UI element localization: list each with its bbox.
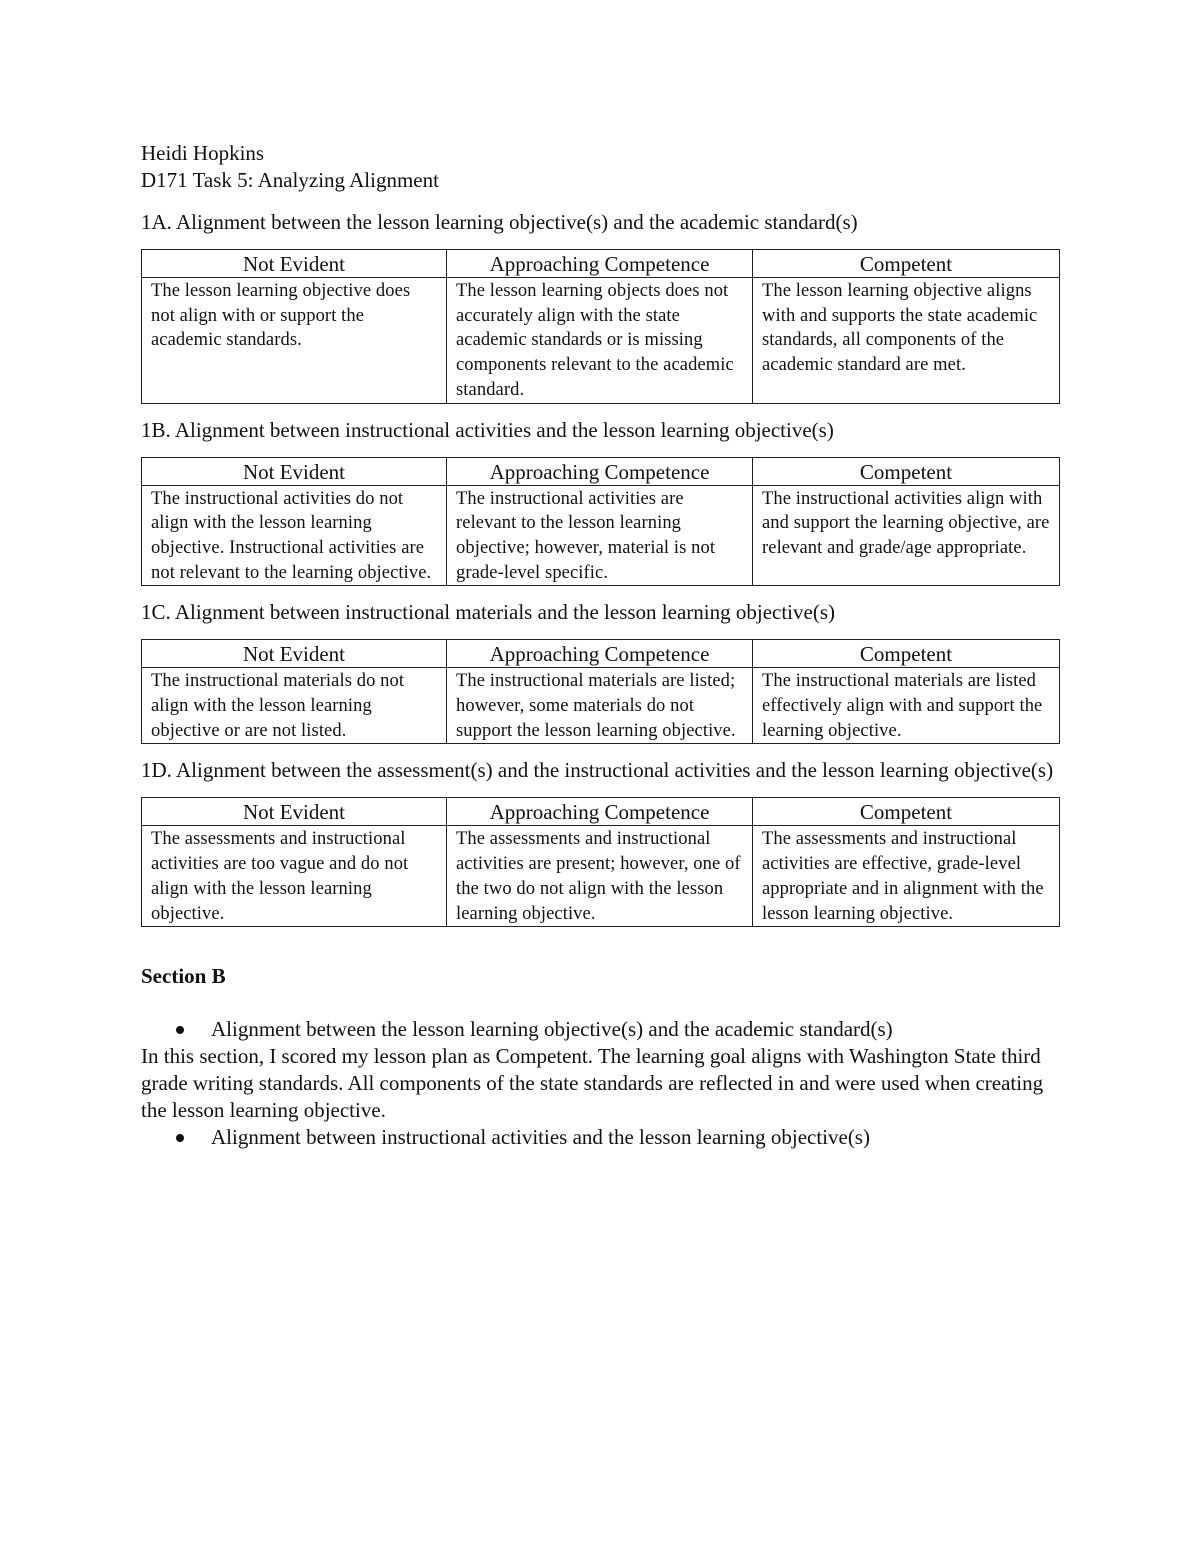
cell-not-evident: The assessments and instructional activities are too vague and do not align with the lesson learning objective.	[142, 826, 447, 927]
bullet-text: Alignment between instructional activities and the lesson learning objective(s)	[211, 1125, 870, 1150]
cell-competent: The instructional materials are listed effectively align with and support the learning objective.	[753, 668, 1060, 744]
rubric-header-row	[142, 798, 1060, 826]
rubric-table-1d	[141, 797, 1060, 927]
bullet-icon	[176, 1134, 184, 1142]
cell-approaching-competence: The instructional activities are relevant to the lesson learning objective; however, material is not grade-level specific.	[447, 485, 753, 586]
document-page	[141, 140, 1061, 1151]
bullet-text: Alignment between the lesson learning objective(s) and the academic standard(s)	[211, 1017, 893, 1042]
rubric-header-row	[142, 457, 1060, 485]
rubric-body-row	[142, 668, 1060, 744]
rubric-table-1a	[141, 249, 1060, 404]
section-b-title: Section B	[141, 964, 226, 989]
col-not-evident: Not Evident	[142, 250, 447, 278]
col-approaching-competence: Approaching Competence	[447, 640, 753, 668]
col-approaching-competence: Approaching Competence	[447, 798, 753, 826]
bullet-icon	[176, 1026, 184, 1034]
cell-not-evident: The instructional materials do not align with the lesson learning objective or are not listed.	[142, 668, 447, 744]
cell-not-evident: The instructional activities do not align with the lesson learning objective. Instructional activities are not relevant to the learning objective.	[142, 485, 447, 586]
col-competent: Competent	[753, 250, 1060, 278]
rubric-header-row	[142, 250, 1060, 278]
cell-approaching-competence: The lesson learning objects does not accurately align with the state academic standards or is missing components relevant to the academic standard.	[447, 278, 753, 404]
section-1a-heading: 1A. Alignment between the lesson learning objective(s) and the academic standard(s)	[141, 210, 858, 234]
col-not-evident: Not Evident	[142, 457, 447, 485]
cell-competent: The instructional activities align with and support the learning objective, are relevant and grade/age appropriate.	[753, 485, 1060, 586]
rubric-header-row	[142, 640, 1060, 668]
cell-approaching-competence: The assessments and instructional activities are present; however, one of the two do not align with the lesson learning objective.	[447, 826, 753, 927]
col-approaching-competence: Approaching Competence	[447, 250, 753, 278]
col-not-evident: Not Evident	[142, 640, 447, 668]
task-title: D171 Task 5: Analyzing Alignment	[141, 168, 439, 192]
bullet-item	[141, 1016, 1061, 1043]
rubric-body-row	[142, 485, 1060, 586]
rubric-table-1c	[141, 639, 1060, 744]
section-b-paragraph: In this section, I scored my lesson plan as Competent. The learning goal aligns with Washington State third grade writing standards. All components of the state standards are reflected in and were used when creating the lesson learning objective.	[141, 1044, 1044, 1123]
rubric-table-1b	[141, 457, 1060, 587]
col-competent: Competent	[753, 798, 1060, 826]
section-1c-heading: 1C. Alignment between instructional materials and the lesson learning objective(s)	[141, 600, 835, 625]
rubric-body-row	[142, 278, 1060, 404]
col-not-evident: Not Evident	[142, 798, 447, 826]
col-competent: Competent	[753, 457, 1060, 485]
rubric-body-row	[142, 826, 1060, 927]
section-1b-heading: 1B. Alignment between instructional activities and the lesson learning objective(s)	[141, 417, 834, 442]
author-name: Heidi Hopkins	[141, 141, 265, 165]
cell-approaching-competence: The instructional materials are listed; however, some materials do not support the lesson learning objective.	[447, 668, 753, 744]
bullet-item	[141, 1124, 1061, 1151]
col-approaching-competence: Approaching Competence	[447, 457, 753, 485]
cell-competent: The lesson learning objective aligns with and supports the state academic standards, all components of the academic standard are met.	[753, 278, 1060, 404]
section-1d-heading: 1D. Alignment between the assessment(s) and the instructional activities and the lesson learning objective(s)	[141, 758, 1054, 783]
cell-competent: The assessments and instructional activities are effective, grade-level appropriate and in alignment with the lesson learning objective.	[753, 826, 1060, 927]
cell-not-evident: The lesson learning objective does not align with or support the academic standards.	[142, 278, 447, 404]
col-competent: Competent	[753, 640, 1060, 668]
